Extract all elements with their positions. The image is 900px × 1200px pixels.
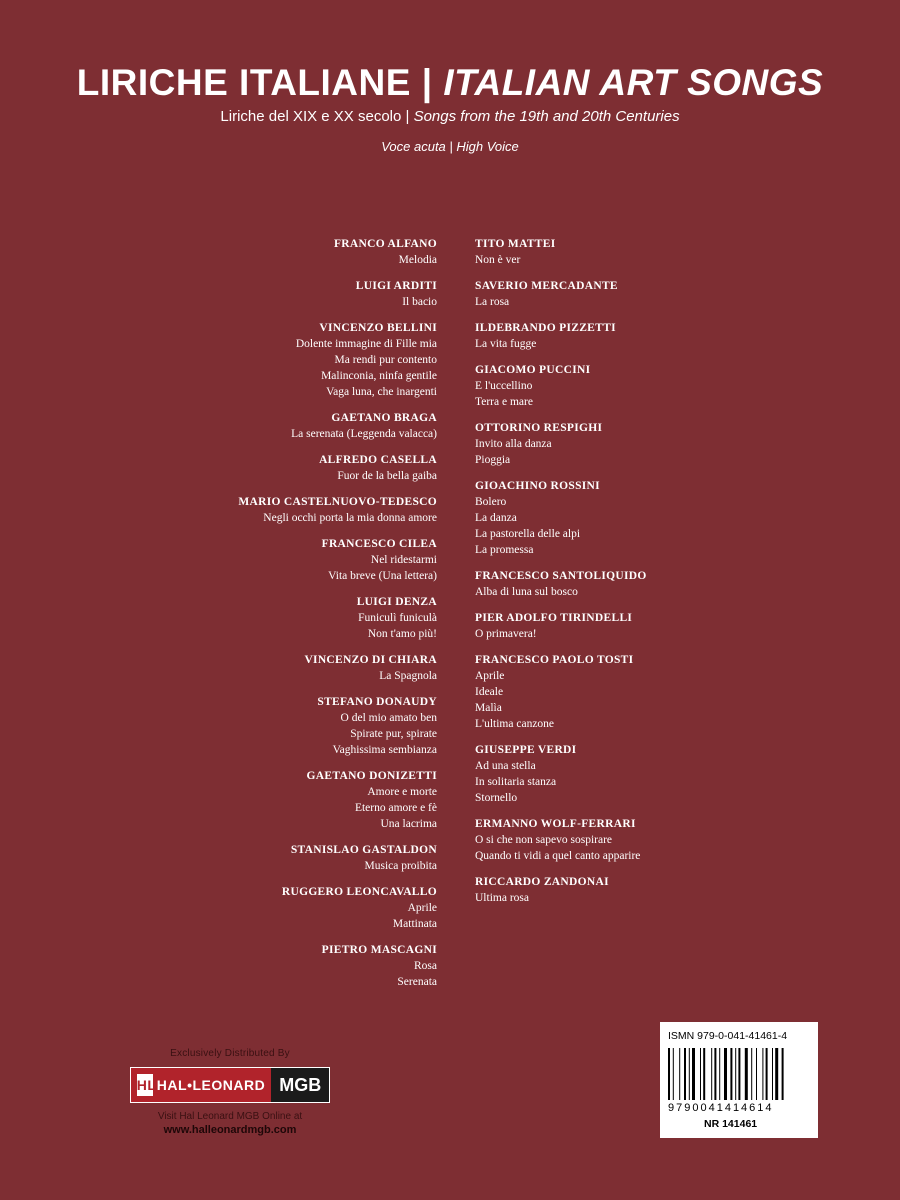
song-title: Ultima rosa [475, 892, 529, 904]
composer-name: ILDEBRANDO PIZZETTI [475, 322, 616, 334]
composer-name: STEFANO DONAUDY [317, 696, 437, 708]
hal-leonard-wordmark: HAL•LEONARD [156, 1077, 266, 1093]
song-title: Invito alla danza [475, 438, 552, 450]
composer-entry [475, 236, 735, 268]
song-title: Ideale [475, 686, 504, 698]
barcode-icon [668, 1048, 812, 1100]
voice-type: Voce acuta | High Voice [381, 139, 519, 154]
exclusive-distribution-text: Exclusively Distributed By [170, 1048, 290, 1059]
song-title: Non è ver [475, 254, 521, 266]
composer-name: RUGGERO LEONCAVALLO [281, 886, 437, 898]
composer-name: ERMANNO WOLF-FERRARI [475, 818, 636, 830]
hal-leonard-logo [131, 1068, 271, 1102]
website-url: www.halleonardmgb.com [163, 1124, 297, 1136]
song-title: Vita breve (Una lettera) [328, 570, 437, 582]
composer-entry [475, 610, 735, 642]
barcode-label [660, 1022, 818, 1138]
composer-entry [475, 742, 735, 806]
song-title: Melodia [398, 254, 437, 266]
song-title: La promessa [475, 544, 534, 556]
composer-entry [475, 568, 735, 600]
song-title: Amore e morte [367, 786, 437, 798]
contents-left-column [200, 236, 437, 1000]
title-separator: | [410, 62, 444, 103]
song-title: Vaga luna, che inargenti [326, 386, 437, 398]
hal-leonard-mark-icon: HL [137, 1074, 153, 1096]
song-title: Malìa [475, 702, 502, 714]
hal-leonard-mgb-logo [130, 1067, 330, 1103]
song-title: Spirate pur, spirate [350, 728, 437, 740]
mgb-wordmark: MGB [271, 1068, 329, 1102]
song-title: Eterno amore e fè [354, 802, 437, 814]
composer-name: FRANCESCO PAOLO TOSTI [475, 654, 634, 666]
song-title: Alba di luna sul bosco [475, 586, 578, 598]
song-title: Ma rendi pur contento [334, 354, 437, 366]
song-title: Negli occhi porta la mia donna amore [263, 512, 437, 524]
song-title: Bolero [475, 496, 507, 508]
song-title: Quando ti vidi a quel canto apparire [475, 850, 641, 862]
song-title: La serenata (Leggenda valacca) [291, 428, 437, 440]
visit-online-text: Visit Hal Leonard MGB Online at [157, 1111, 303, 1122]
composer-entry [475, 362, 735, 410]
cover-subtitle [0, 108, 900, 125]
composer-entry [200, 884, 437, 932]
composer-name: LUIGI DENZA [356, 596, 437, 608]
song-title: Mattinata [392, 918, 437, 930]
composer-entry [200, 942, 437, 990]
song-title: Vaghissima sembianza [332, 744, 437, 756]
composer-entry [475, 478, 735, 558]
composer-entry [200, 278, 437, 310]
composer-name: OTTORINO RESPIGHI [475, 422, 603, 434]
composer-entry [200, 768, 437, 832]
song-title: La vita fugge [475, 338, 537, 350]
composer-name: VINCENZO BELLINI [319, 322, 437, 334]
composer-name: GIOACHINO ROSSINI [475, 480, 600, 492]
title-italian: LIRICHE ITALIANE [76, 62, 411, 103]
composer-entry [200, 652, 437, 684]
composer-entry [475, 874, 735, 906]
song-title: Aprile [407, 902, 437, 914]
title-english: ITALIAN ART SONGS [443, 62, 824, 103]
song-title: Una lacrima [380, 818, 437, 830]
composer-entry [200, 452, 437, 484]
song-title: Ad una stella [475, 760, 536, 772]
song-title: Funiculì funiculà [358, 612, 437, 624]
composer-entry [475, 652, 735, 732]
composer-name: LUIGI ARDITI [355, 280, 437, 292]
song-title: La rosa [475, 296, 510, 308]
song-title: Malinconia, ninfa gentile [321, 370, 437, 382]
composer-name: PIER ADOLFO TIRINDELLI [475, 612, 633, 624]
song-title: Serenata [397, 976, 437, 988]
composer-name: GIUSEPPE VERDI [475, 744, 577, 756]
composer-name: GIACOMO PUCCINI [475, 364, 591, 376]
composer-name: MARIO CASTELNUOVO-TEDESCO [238, 496, 437, 508]
ismn-number: ISMN 979-0-041-41461-4 [668, 1030, 788, 1042]
song-title: Stornello [475, 792, 518, 804]
catalog-number: NR 141461 [704, 1118, 758, 1130]
song-title: L'ultima canzone [475, 718, 555, 730]
subtitle-separator: | [401, 108, 414, 125]
song-title: O del mio amato ben [340, 712, 437, 724]
contents-right-column [475, 236, 735, 916]
composer-entry [200, 236, 437, 268]
composer-name: STANISLAO GASTALDON [290, 844, 437, 856]
song-title: La danza [475, 512, 517, 524]
song-title: Dolente immagine di Fille mia [295, 338, 437, 350]
barcode-digits: 9790041414614 [668, 1102, 774, 1114]
composer-entry [475, 420, 735, 468]
song-title: Non t'amo più! [367, 628, 437, 640]
composer-entry [200, 594, 437, 642]
composer-name: GAETANO DONIZETTI [306, 770, 437, 782]
composer-name: FRANCESCO SANTOLIQUIDO [475, 570, 647, 582]
song-title: Terra e mare [475, 396, 533, 408]
composer-name: TITO MATTEI [475, 238, 556, 250]
composer-name: VINCENZO DI CHIARA [304, 654, 437, 666]
song-title: E l'uccellino [475, 380, 533, 392]
song-title: O primavera! [475, 628, 537, 640]
song-title: Fuor de la bella gaiba [337, 470, 437, 482]
song-title: In solitaria stanza [475, 776, 557, 788]
composer-entry [200, 320, 437, 400]
song-title: Pioggia [475, 454, 511, 466]
header [0, 60, 900, 154]
composer-name: RICCARDO ZANDONAI [475, 876, 609, 888]
composer-entry [200, 842, 437, 874]
song-title: La pastorella delle alpi [475, 528, 581, 540]
composer-name: SAVERIO MERCADANTE [475, 280, 618, 292]
composer-name: PIETRO MASCAGNI [321, 944, 437, 956]
cover-title [0, 60, 900, 106]
composer-entry [200, 410, 437, 442]
subtitle-italian: Liriche del XIX e XX secolo [220, 108, 402, 125]
song-title: La Spagnola [379, 670, 437, 682]
song-title: Rosa [414, 960, 437, 972]
composer-name: FRANCO ALFANO [333, 238, 437, 250]
composer-entry [475, 320, 735, 352]
composer-entry [200, 536, 437, 584]
song-title: O si che non sapevo sospirare [475, 834, 613, 846]
composer-name: GAETANO BRAGA [331, 412, 437, 424]
composer-entry [475, 816, 735, 864]
composer-name: ALFREDO CASELLA [319, 454, 437, 466]
song-title: Nel ridestarmi [370, 554, 437, 566]
distributor-block [90, 1048, 370, 1136]
composer-entry [200, 494, 437, 526]
song-title: Musica proibita [364, 860, 437, 872]
song-title: Aprile [475, 670, 505, 682]
composer-entry [200, 694, 437, 758]
subtitle-english: Songs from the 19th and 20th Centuries [413, 108, 680, 125]
composer-name: FRANCESCO CILEA [321, 538, 437, 550]
composer-entry [475, 278, 735, 310]
song-title: Il bacio [402, 296, 437, 308]
